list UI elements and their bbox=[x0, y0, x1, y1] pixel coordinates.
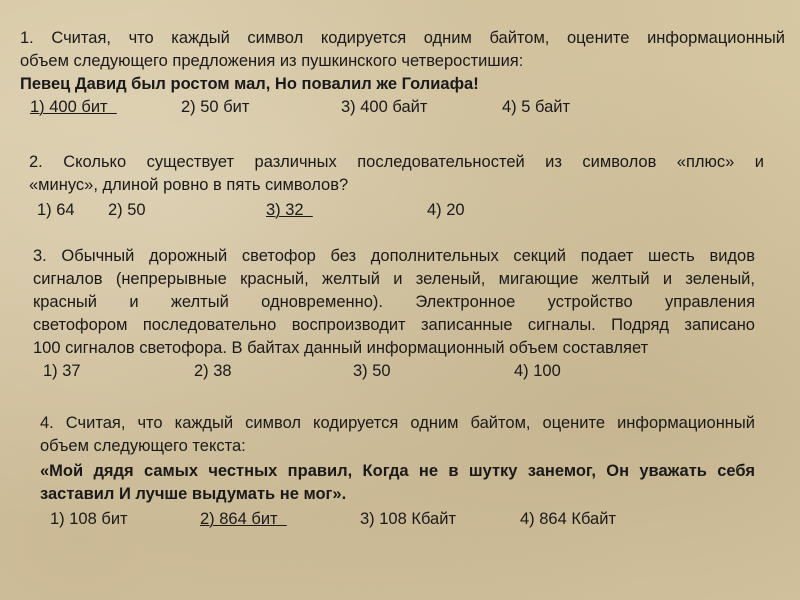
answer-option[interactable] bbox=[427, 199, 465, 222]
answer-option[interactable] bbox=[30, 96, 117, 119]
answer-option-label: 3) 400 байт bbox=[341, 98, 428, 116]
question-4-quote-line-1: «Мой дядя самых честных правил, Когда не в шутку занемог, Он уважать себя bbox=[40, 462, 755, 480]
answer-option-label: 1) 108 бит bbox=[50, 510, 128, 528]
question-2 bbox=[29, 151, 764, 222]
question-1 bbox=[20, 27, 785, 119]
answer-option[interactable] bbox=[43, 360, 81, 383]
answer-option[interactable] bbox=[353, 360, 391, 383]
answer-option-label-correct: 2) 864 бит bbox=[200, 510, 278, 528]
answer-option-label: 1) 64 bbox=[37, 201, 75, 219]
answer-option[interactable] bbox=[50, 508, 128, 531]
question-2-text-line-1: 2. Сколько существует различных последовательностей из символов «плюс» и bbox=[29, 153, 764, 171]
question-2-text-line-2: «минус», длиной ровно в пять символов? bbox=[29, 176, 349, 194]
answer-option-label: 4) 100 bbox=[514, 362, 561, 380]
question-1-text-line-2: объем следующего предложения из пушкинского четверостишия: bbox=[20, 52, 524, 70]
answer-option-label: 1) 37 bbox=[43, 362, 81, 380]
answer-option-label: 2) 38 bbox=[194, 362, 232, 380]
answer-option-label-correct: 3) 32 bbox=[266, 201, 304, 219]
answer-option-label: 4) 5 байт bbox=[502, 98, 571, 116]
question-1-text-line-1: 1. Считая, что каждый символ кодируется одним байтом, оцените информационный bbox=[20, 29, 785, 47]
answer-option-label: 2) 50 бит bbox=[181, 98, 250, 116]
question-3-text-line-4: светофором последовательно воспроизводит записанные сигналы. Подряд записано bbox=[33, 316, 755, 334]
question-4-options bbox=[40, 508, 755, 531]
answer-option[interactable] bbox=[200, 508, 287, 531]
question-3-text-line-5: 100 сигналов светофора. В байтах данный информационный объем составляет bbox=[33, 339, 649, 357]
question-3-text-line-1: 3. Обычный дорожный светофор без дополнительных секций подает шесть видов bbox=[33, 247, 755, 265]
answer-option[interactable] bbox=[37, 199, 75, 222]
answer-option-label-correct: 1) 400 бит bbox=[30, 98, 108, 116]
answer-option[interactable] bbox=[108, 199, 146, 222]
answer-option[interactable] bbox=[502, 96, 570, 119]
answer-option-label: 3) 50 bbox=[353, 362, 391, 380]
question-2-options bbox=[29, 199, 764, 222]
question-3-text-line-2: сигналов (непрерывные красный, желтый и зеленый, мигающие желтый и зеленый, bbox=[33, 270, 755, 288]
answer-option[interactable] bbox=[520, 508, 616, 531]
question-3 bbox=[33, 245, 755, 383]
answer-option-label: 3) 108 Кбайт bbox=[360, 510, 457, 528]
answer-option-label: 4) 20 bbox=[427, 201, 465, 219]
answer-option[interactable] bbox=[266, 199, 313, 222]
question-4 bbox=[40, 412, 755, 531]
answer-option[interactable] bbox=[181, 96, 249, 119]
answer-option[interactable] bbox=[514, 360, 561, 383]
question-4-text-line-2: объем следующего текста: bbox=[40, 437, 246, 455]
question-3-text-line-3: красный и желтый одновременно). Электронное устройство управления bbox=[33, 293, 755, 311]
answer-option[interactable] bbox=[341, 96, 427, 119]
answer-option[interactable] bbox=[360, 508, 456, 531]
answer-option-label: 2) 50 bbox=[108, 201, 146, 219]
question-3-options bbox=[33, 360, 755, 383]
question-1-quote: Певец Давид был ростом мал, Но повалил же Голиафа! bbox=[20, 75, 479, 93]
answer-option-label: 4) 864 Кбайт bbox=[520, 510, 617, 528]
question-4-text-line-1: 4. Считая, что каждый символ кодируется одним байтом, оцените информационный bbox=[40, 414, 755, 432]
question-1-options bbox=[20, 96, 785, 119]
answer-option[interactable] bbox=[194, 360, 232, 383]
question-4-quote-line-2: заставил И лучше выдумать не мог». bbox=[40, 485, 347, 503]
